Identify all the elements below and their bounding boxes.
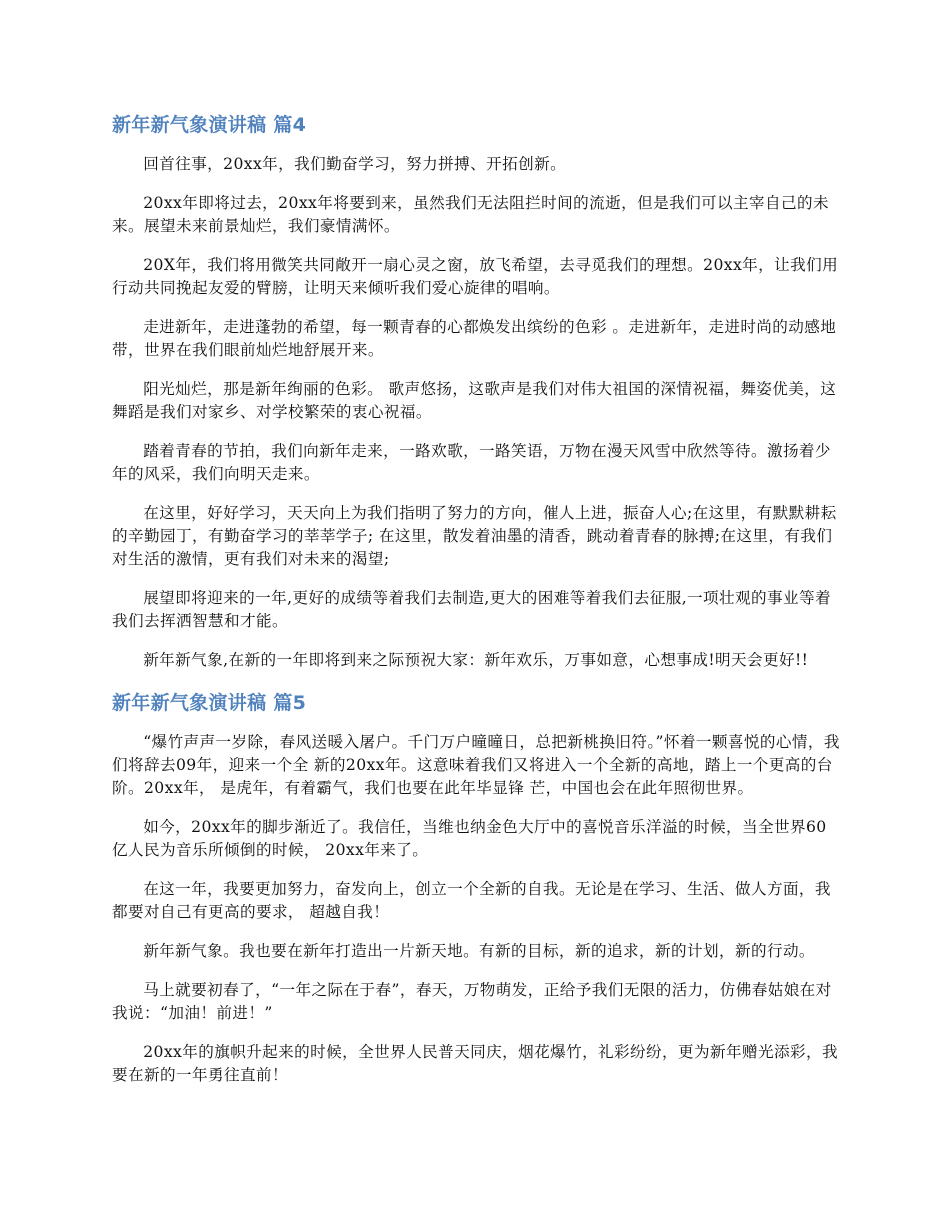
paragraph: 回首往事，20xx年，我们勤奋学习，努力拼搏、开拓创新。 xyxy=(143,155,567,173)
paragraph: “爆竹声声一岁除，春风送暖入屠户。千门万户曈曈日，总把新桃换旧符。”怀着一颗喜悦的心情，我们将辞去09年，迎来一个全 新的20xx年。这意味着我们又将进入一个全新的高地，踏上一个更高的台阶。20xx年， 是虎年，有着霸气，我们也要在此年毕显锋 芒，中国也会在此年照彻世界。 xyxy=(112,733,840,797)
section-title-4: 新年新气象演讲稿 篇4 xyxy=(112,114,307,136)
paragraph: 在这里，好好学习，天天向上为我们指明了努力的方向，催人上进，振奋人心;在这里，有默默耕耘的辛勤园丁，有勤奋学习的莘莘学子; 在这里，散发着油墨的清香，跳动着青春的脉搏;在这里，有我们对生活的激情，更有我们对未来的渴望; xyxy=(112,504,837,568)
paragraph: 新年新气象。我也要在新年打造出一片新天地。有新的目标，新的追求，新的计划，新的行动。 xyxy=(143,942,815,960)
paragraph: 阳光灿烂，那是新年绚丽的色彩。 歌声悠扬，这歌声是我们对伟大祖国的深情祝福，舞姿优美，这舞蹈是我们对家乡、对学校繁荣的衷心祝福。 xyxy=(112,380,837,421)
paragraph: 新年新气象,在新的一年即将到来之际预祝大家：新年欢乐，万事如意，心想事成!明天会更好!! xyxy=(143,651,809,669)
paragraph: 在这一年，我要更加努力，奋发向上，创立一个全新的自我。无论是在学习、生活、做人方面，我都要对自己有更高的要求， 超越自我！ xyxy=(112,880,831,921)
paragraph: 20xx年的旗帜升起来的时候，全世界人民普天同庆，烟花爆竹，礼彩纷纷，更为新年赠光添彩，我要在新的一年勇往直前！ xyxy=(112,1043,838,1084)
paragraph: 20xx年即将过去，20xx年将要到来，虽然我们无法阻拦时间的流逝，但是我们可以主宰自己的未来。展望未来前景灿烂，我们豪情满怀。 xyxy=(112,194,830,235)
paragraph: 展望即将迎来的一年,更好的成绩等着我们去制造,更大的困难等着我们去征服,一项壮观的事业等着我们去挥洒智慧和才能。 xyxy=(112,589,831,630)
document-body xyxy=(112,110,840,1103)
paragraph: 走进新年，走进蓬勃的希望，每一颗青春的心都焕发出缤纷的色彩 。走进新年，走进时尚的动感地带，世界在我们眼前灿烂地舒展开来。 xyxy=(112,318,837,359)
section-title-5: 新年新气象演讲稿 篇5 xyxy=(112,692,307,714)
paragraph: 20X年，我们将用微笑共同敞开一扇心灵之窗，放飞希望，去寻觅我们的理想。20xx年，让我们用行动共同挽起友爱的臂膀，让明天来倾听我们爱心旋律的唱响。 xyxy=(112,256,839,297)
paragraph: 马上就要初春了，“一年之际在于春”，春天，万物萌发，正给予我们无限的活力，仿佛春姑娘在对我说：“加油！前进！” xyxy=(112,981,832,1022)
paragraph: 踏着青春的节拍，我们向新年走来，一路欢歌，一路笑语，万物在漫天风雪中欣然等待。激扬着少年的风采，我们向明天走来。 xyxy=(112,442,831,483)
paragraph: 如今，20xx年的脚步渐近了。我信任，当维也纳金色大厅中的喜悦音乐洋溢的时候，当全世界60亿人民为音乐所倾倒的时候， 20xx年来了。 xyxy=(112,818,827,859)
